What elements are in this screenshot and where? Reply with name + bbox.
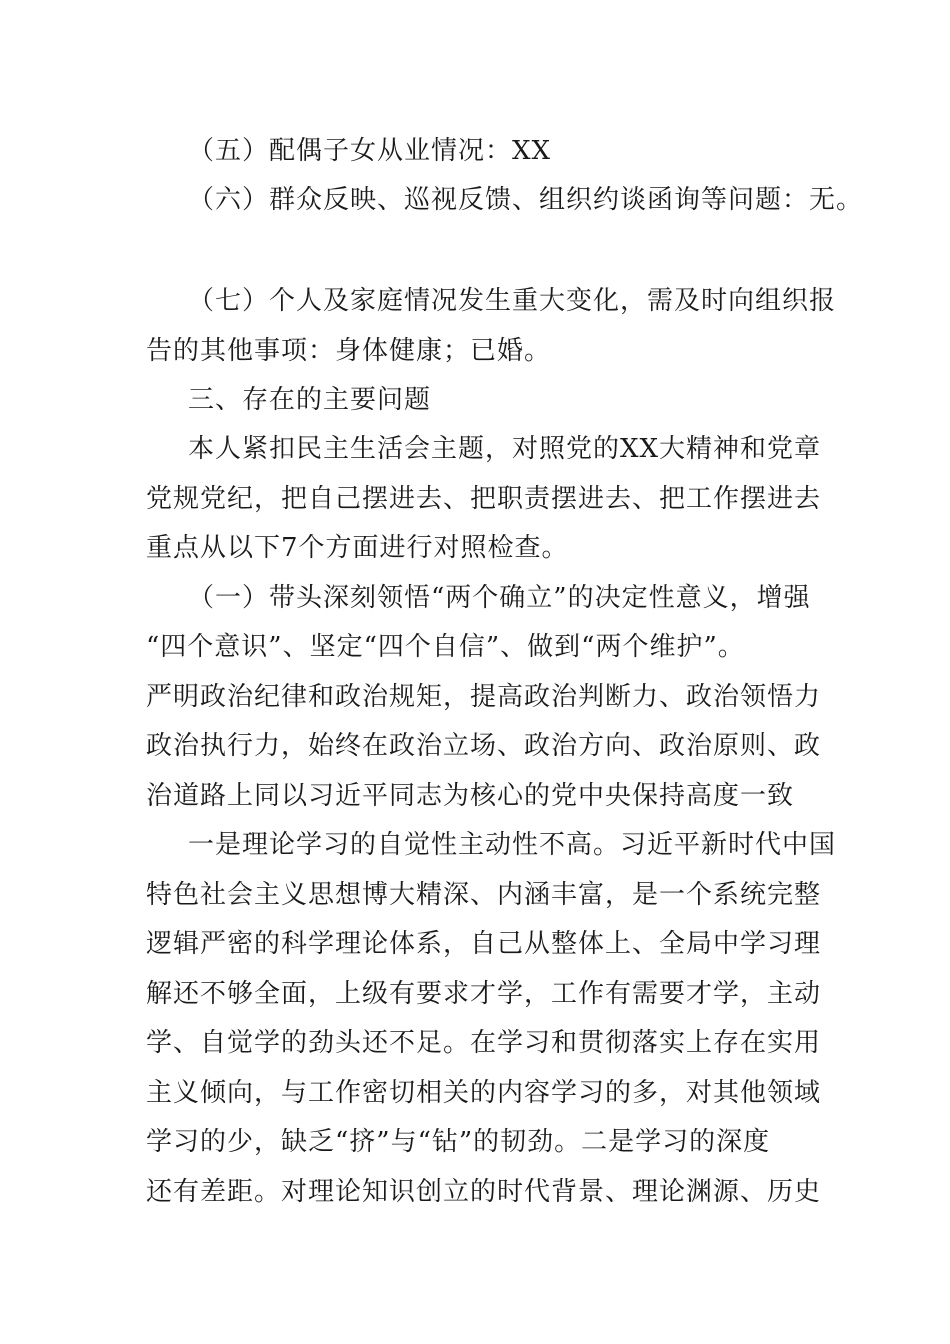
text-line: 本人紧扣民主生活会主题，对照党的XX大精神和党章 (188, 434, 822, 464)
text-line: 一是理论学习的自觉性主动性不高。习近平新时代中国 (188, 830, 837, 860)
text-line: （七）个人及家庭情况发生重大变化，需及时向组织报 (188, 286, 837, 316)
text-line: 严明政治纪律和政治规矩，提高政治判断力、政治领悟力 (146, 682, 822, 712)
text-line: （一）带头深刻领悟“两个确立”的决定性意义，增强 (188, 583, 811, 613)
text-line: 学、自觉学的劲头还不足。在学习和贯彻落实上存在实用 (146, 1028, 822, 1058)
text-line: 逻辑严密的科学理论体系，自己从整体上、全局中学习理 (146, 929, 822, 959)
text-line: 特色社会主义思想博大精深、内涵丰富，是一个系统完整 (146, 880, 822, 910)
text-line: 重点从以下7个方面进行对照检查。 (146, 533, 569, 563)
text-line: 学习的少，缺乏“挤”与“钻”的韧劲。二是学习的深度 (146, 1127, 771, 1157)
text-line: “四个意识”、坚定“四个自信”、做到“两个维护”。 (146, 632, 745, 662)
text-line: （五）配偶子女从业情况：XX (188, 136, 552, 166)
text-line: 治道路上同以习近平同志为核心的党中央保持高度一致 (146, 781, 795, 811)
text-line: 政治执行力，始终在政治立场、政治方向、政治原则、政 (146, 731, 822, 761)
text-line: 还有差距。对理论知识创立的时代背景、理论渊源、历史 (146, 1177, 822, 1207)
text-line: 解还不够全面，上级有要求才学，工作有需要才学，主动 (146, 979, 822, 1009)
text-line: 告的其他事项：身体健康；已婚。 (146, 336, 552, 366)
text-line: （六）群众反映、巡视反馈、组织约谈函询等问题：无。 (188, 185, 864, 215)
text-line: 党规党纪，把自己摆进去、把职责摆进去、把工作摆进去 (146, 484, 822, 514)
text-line: 主义倾向，与工作密切相关的内容学习的多，对其他领域 (146, 1078, 822, 1108)
section-heading: 三、存在的主要问题 (188, 385, 432, 415)
